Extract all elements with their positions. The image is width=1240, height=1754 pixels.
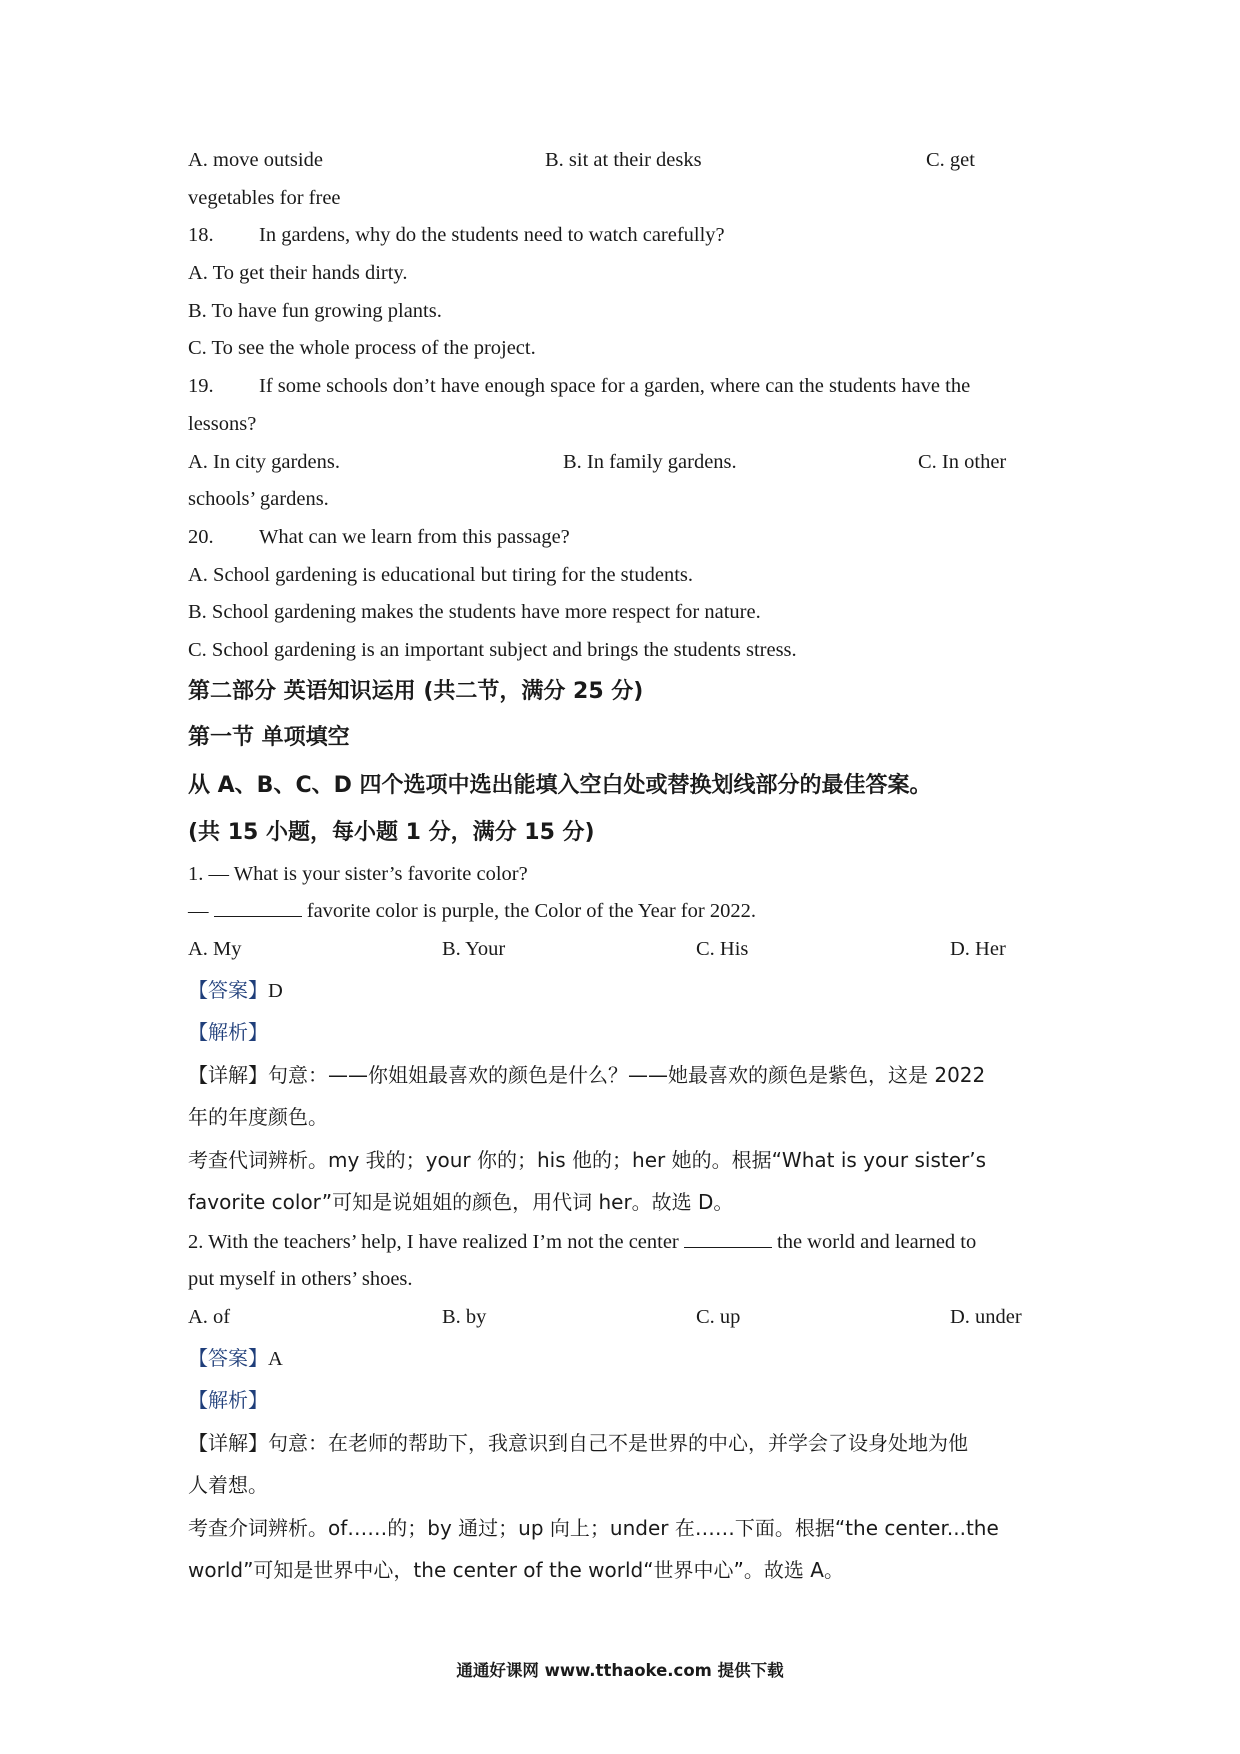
mc1-detail-line3: 考查代词辨析。my 我的；your 你的；his 他的；her 她的。根据“What is your sister’s bbox=[188, 1147, 987, 1172]
document-body bbox=[188, 142, 1068, 1592]
q18-stem bbox=[188, 217, 1068, 255]
mc1-detail-tag: 【详解】 bbox=[188, 1062, 268, 1087]
mc2-analysis-tag: 【解析】 bbox=[188, 1388, 268, 1413]
q19-option-a: A. In city gardens. bbox=[188, 450, 340, 473]
mc2-analysis bbox=[188, 1379, 1068, 1422]
q20-text: What can we learn from this passage? bbox=[259, 525, 570, 548]
q18-text: In gardens, why do the students need to watch carefully? bbox=[259, 224, 725, 247]
q17-option-b: B. sit at their desks bbox=[545, 149, 702, 171]
section1-scoring: (共 15 小题，每小题 1 分，满分 15 分) bbox=[188, 819, 595, 845]
q19-stem bbox=[188, 368, 1068, 406]
section1-instruction: 从 A、B、C、D 四个选项中选出能填入空白处或替换划线部分的最佳答案。 bbox=[188, 772, 932, 798]
mc1-detail-line1 bbox=[188, 1054, 1068, 1097]
mc2-blank bbox=[684, 1231, 772, 1248]
q20-option-b: B. School gardening makes the students have more respect for nature. bbox=[188, 601, 761, 624]
mc2-detail-line2: 人着想。 bbox=[188, 1473, 268, 1498]
mc1-option-a: A. My bbox=[188, 938, 242, 960]
q20-option-a: A. School gardening is educational but tiring for the students. bbox=[188, 563, 694, 586]
mc1-detail-line4: favorite color”可知是说姐姐的颜色，用代词 her。故选 D。 bbox=[188, 1190, 734, 1215]
q17-options-row bbox=[188, 142, 1068, 180]
mc2-option-a: A. of bbox=[188, 1306, 231, 1329]
mc2-options-row bbox=[188, 1299, 1068, 1337]
mc1-answer-tag: 【答案】 bbox=[188, 977, 268, 1002]
q17-option-c-continued: vegetables for free bbox=[188, 186, 341, 209]
mc1-detail-line2: 年的年度颜色。 bbox=[188, 1105, 328, 1130]
mc1-option-d: D. Her bbox=[950, 938, 1006, 960]
mc1-detail-text1: 句意：——你姐姐最喜欢的颜色是什么？——她最喜欢的颜色是紫色，这是 2022 bbox=[268, 1062, 986, 1087]
mc1-option-b: B. Your bbox=[442, 938, 506, 960]
section1-heading: 第一节 单项填空 bbox=[188, 724, 350, 750]
mc1-stem-rest: favorite color is purple, the Color of the Year for 2022. bbox=[306, 900, 756, 923]
mc2-option-d: D. under bbox=[950, 1306, 1022, 1329]
q18-option-a: A. To get their hands dirty. bbox=[188, 262, 408, 285]
part2-heading: 第二部分 英语知识运用 (共二节，满分 25 分) bbox=[188, 678, 644, 704]
q17-option-c: C. get bbox=[926, 149, 975, 171]
page-footer: 通通好课网 www.tthaoke.com 提供下载 bbox=[456, 1661, 784, 1680]
q19-options-row bbox=[188, 444, 1068, 482]
mc2-detail-tag: 【详解】 bbox=[188, 1430, 268, 1455]
mc1-stem-line1: 1. — What is your sister’s favorite color? bbox=[188, 862, 528, 885]
q20-stem bbox=[188, 519, 1068, 557]
q19-option-c-continued: schools’ gardens. bbox=[188, 488, 329, 511]
mc1-analysis-tag: 【解析】 bbox=[188, 1020, 268, 1045]
q19-option-c: C. In other bbox=[918, 450, 1007, 473]
mc1-dash: — bbox=[188, 900, 209, 923]
mc2-option-b: B. by bbox=[442, 1306, 487, 1329]
mc1-analysis bbox=[188, 1011, 1068, 1054]
q19-option-b: B. In family gardens. bbox=[563, 450, 737, 473]
mc2-stem-line2: put myself in others’ shoes. bbox=[188, 1268, 413, 1291]
mc2-detail-line1 bbox=[188, 1422, 1068, 1465]
q20-option-c: C. School gardening is an important subject and brings the students stress. bbox=[188, 638, 797, 661]
mc2-answer-value: A bbox=[268, 1347, 283, 1370]
mc2-stem-pre: 2. With the teachers’ help, I have realized I’m not the center bbox=[188, 1230, 679, 1253]
mc2-stem-line1 bbox=[188, 1224, 1068, 1262]
mc1-stem-line2 bbox=[188, 893, 1068, 931]
q19-number: 19. bbox=[188, 375, 214, 398]
mc2-detail-line3: 考查介词辨析。of……的；by 通过；up 向上；under 在……下面。根据“the center...the bbox=[188, 1515, 999, 1540]
mc2-option-c: C. up bbox=[696, 1306, 741, 1329]
mc1-blank bbox=[214, 900, 302, 917]
q19-text: If some schools don’t have enough space for a garden, where can the students have the bbox=[259, 375, 971, 398]
mc2-detail-text1: 句意：在老师的帮助下，我意识到自己不是世界的中心，并学会了设身处地为他 bbox=[268, 1430, 968, 1455]
q20-number: 20. bbox=[188, 525, 214, 548]
mc2-stem-post: the world and learned to bbox=[777, 1230, 977, 1253]
q18-option-b: B. To have fun growing plants. bbox=[188, 299, 442, 322]
q19-stem-continued: lessons? bbox=[188, 412, 257, 435]
q18-option-c: C. To see the whole process of the project. bbox=[188, 337, 536, 360]
q18-number: 18. bbox=[188, 224, 214, 247]
mc1-options-row bbox=[188, 931, 1068, 969]
q17-option-a: A. move outside bbox=[188, 149, 323, 171]
mc1-answer bbox=[188, 969, 1068, 1012]
mc1-option-c: C. His bbox=[696, 938, 749, 960]
mc2-detail-line4: world”可知是世界中心，the center of the world“世界中心”。故选 A。 bbox=[188, 1558, 844, 1583]
mc2-answer-tag: 【答案】 bbox=[188, 1345, 268, 1370]
mc1-answer-value: D bbox=[268, 979, 283, 1002]
mc2-answer bbox=[188, 1337, 1068, 1380]
